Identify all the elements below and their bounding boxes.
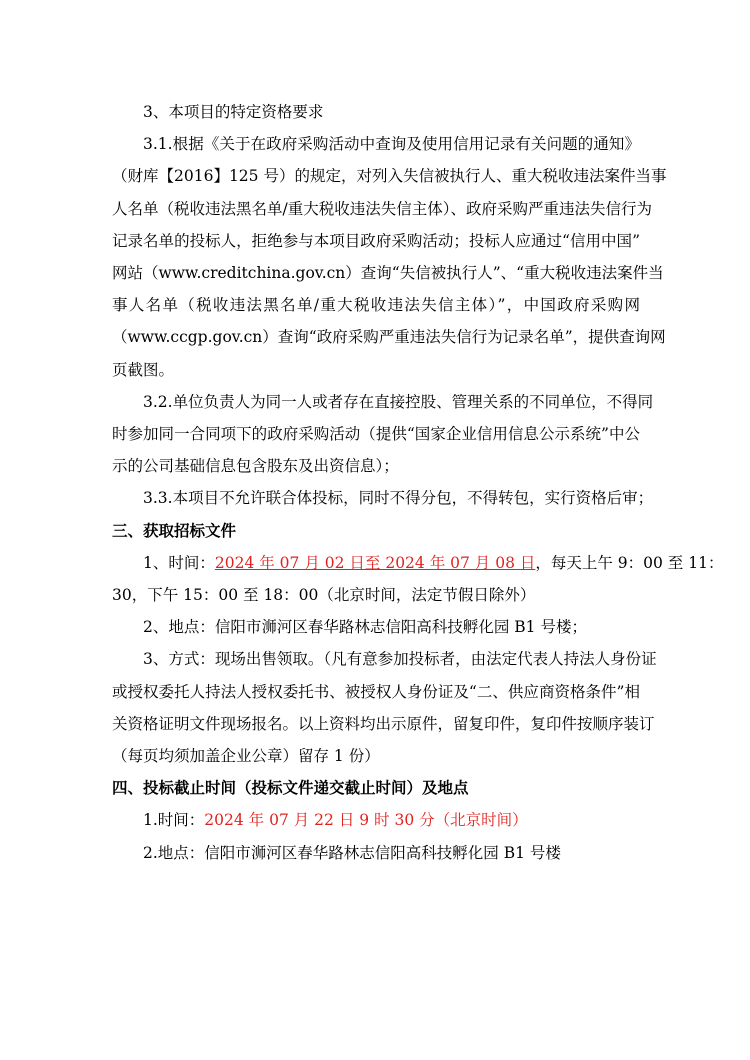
requirement-3-2-line: 3.2.单位负责人为同一人或者存在直接控股、管理关系的不同单位，不得同	[143, 392, 654, 411]
requirement-3-1-line: 3.1.根据《关于在政府采购活动中查询及使用信用记录有关问题的通知》	[143, 135, 640, 154]
requirement-3-2-line: 时参加同一合同项下的政府采购活动（提供“国家企业信用信息公示系统”中公	[112, 425, 640, 444]
requirement-3-2	[112, 386, 654, 483]
deadline-time-label: 1.时间：	[143, 811, 205, 830]
get-documents-method-line: 或授权委托人持法人授权委托书、被授权人身份证及“二、供应商资格条件”相	[112, 682, 640, 701]
get-documents-place: 2、地点：信阳市浉河区春华路林志信阳高科技孵化园 B1 号楼；	[143, 618, 587, 637]
section-heading-get-documents: 三、获取招标文件	[112, 521, 237, 540]
requirement-3-1-line: 网站（www.creditchina.gov.cn）查询“失信被执行人”、“重大税收违法案件当	[112, 264, 664, 283]
time-label: 1、时间：	[143, 553, 215, 572]
get-documents-time	[112, 547, 724, 611]
get-documents-method-line: （每页均须加盖企业公章）留存 1 份）	[112, 747, 380, 766]
deadline-time-highlight: 2024 年 07 月 22 日 9 时 30 分（北京时间）	[204, 811, 528, 830]
get-documents-method	[112, 643, 657, 772]
deadline-place: 2.地点：信阳市浉河区春华路林志信阳高科技孵化园 B1 号楼	[143, 843, 561, 862]
requirement-3-1-line: （www.ccgp.gov.cn）查询“政府采购严重违法失信行为记录名单”，提供查询网	[112, 328, 666, 347]
deadline-time	[112, 804, 640, 836]
document-body	[112, 96, 724, 869]
requirement-3-1-line: 人名单（税收违法黑名单/重大税收违法失信主体）、政府采购严重违法失信行为	[112, 199, 652, 218]
get-documents-time-line	[112, 547, 724, 579]
sale-period-highlight: 2024 年 07 月 02 日至 2024 年 07 月 08 日	[214, 553, 536, 572]
requirement-3-1	[112, 128, 667, 386]
get-documents-method-line: 3、方式：现场出售领取。（凡有意参加投标者，由法定代表人持法人身份证	[143, 650, 657, 669]
special-qualification-title: 3、本项目的特定资格要求	[143, 103, 324, 121]
requirement-3-3: 3.3.本项目不允许联合体投标，同时不得分包，不得转包，实行资格后审；	[143, 489, 654, 508]
get-documents-time-line: 30，下午 15：00 至 18：00（北京时间，法定节假日除外）	[112, 586, 536, 605]
time-daily-hours: ，每天上午 9：00 至 11：	[535, 553, 724, 572]
requirement-3-1-line: （财库【2016】125 号）的规定，对列入失信被执行人、重大税收违法案件当事	[112, 167, 667, 186]
section-heading-deadline: 四、投标截止时间（投标文件递交截止时间）及地点	[112, 779, 469, 798]
get-documents-method-line: 关资格证明文件现场报名。以上资料均出示原件，留复印件，复印件按顺序装订	[112, 714, 655, 733]
requirement-3-1-line: 记录名单的投标人，拒绝参与本项目政府采购活动；投标人应通过“信用中国”	[112, 231, 640, 250]
requirement-3-2-line: 示的公司基础信息包含股东及出资信息）；	[112, 457, 399, 476]
requirement-3-1-line: 事人名单（税收违法黑名单/重大税收违法失信主体）”，中国政府采购网	[112, 296, 640, 315]
requirement-3-1-line: 页截图。	[112, 360, 175, 379]
